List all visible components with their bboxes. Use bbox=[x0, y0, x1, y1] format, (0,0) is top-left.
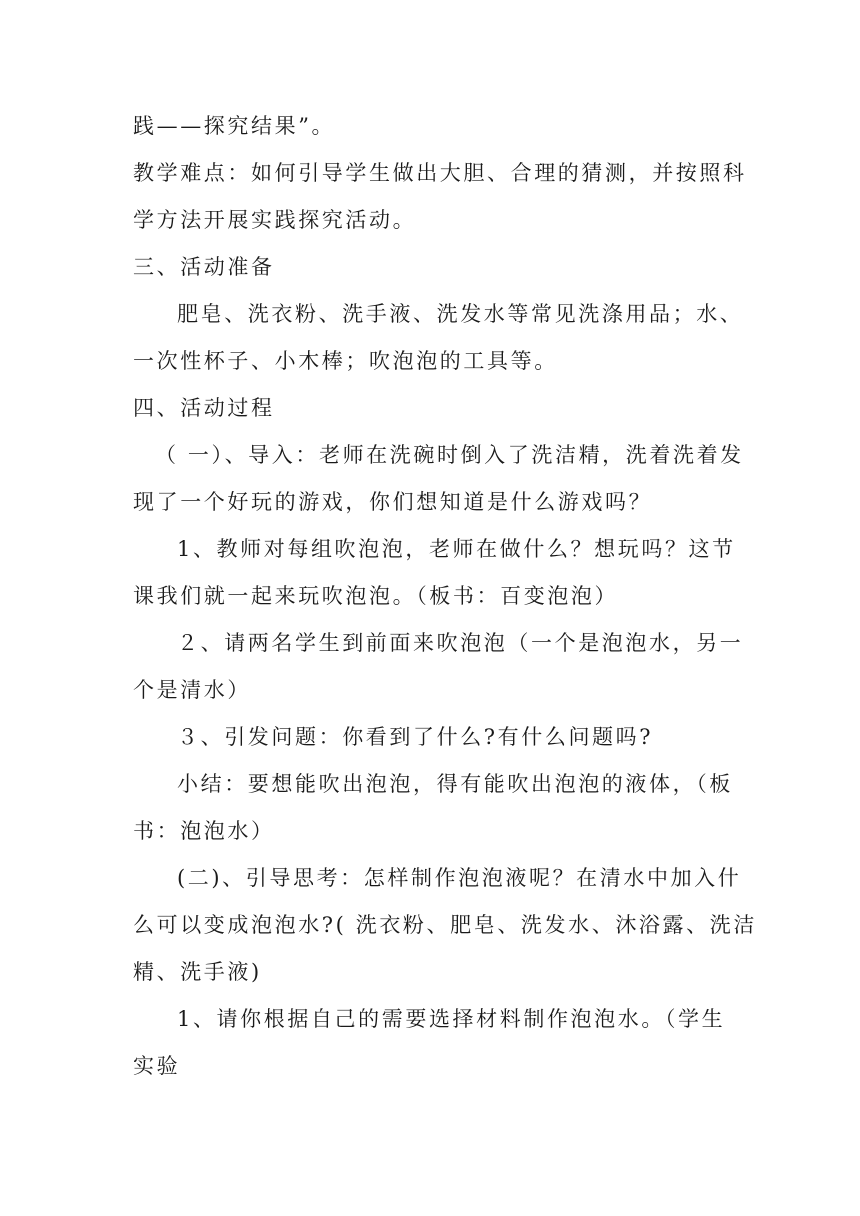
text-line: 小结：要想能吹出泡泡，得有能吹出泡泡的液体，（板 bbox=[177, 772, 733, 796]
text-line: 精、洗手液) bbox=[133, 960, 262, 984]
text-line: 践——探究结果”。 bbox=[133, 114, 336, 138]
text-line: 个是清水） bbox=[133, 678, 251, 702]
section-heading: 四、活动过程 bbox=[133, 396, 275, 420]
text-line: 么可以变成泡泡水?( 洗衣粉、肥皂、洗发水、沐浴露、洗洁 bbox=[133, 913, 757, 937]
text-line: 课我们就一起来玩吹泡泡。（板书：百变泡泡） bbox=[133, 584, 619, 608]
text-line: 肥皂、洗衣粉、洗手液、洗发水等常见洗涤用品；水、 bbox=[177, 302, 744, 326]
text-line: 教学难点：如何引导学生做出大胆、合理的猜测，并按照科 bbox=[133, 161, 747, 185]
text-line: 书：泡泡水） bbox=[133, 819, 275, 843]
text-line: (二)、引导思考：怎样制作泡泡液呢？在清水中加入什 bbox=[177, 866, 742, 890]
text-line: 现了一个好玩的游戏，你们想知道是什么游戏吗？ bbox=[133, 490, 653, 514]
text-line: 一次性杯子、小木棒；吹泡泡的工具等。 bbox=[133, 349, 558, 373]
text-line: 实验 bbox=[133, 1054, 181, 1078]
text-line: 学方法开展实践探究活动。 bbox=[133, 208, 417, 232]
text-line: （ 一）、导入：老师在洗碗时倒入了洗洁精，洗着洗着发 bbox=[155, 443, 744, 467]
text-line: 1、请你根据自己的需要选择材料制作泡泡水。（学生 bbox=[177, 1007, 726, 1031]
text-line: ２、请两名学生到前面来吹泡泡（一个是泡泡水，另一 bbox=[177, 631, 744, 655]
text-line: ３、引发问题：你看到了什么?有什么问题吗? bbox=[177, 725, 654, 749]
section-heading: 三、活动准备 bbox=[133, 255, 275, 279]
text-line: 1、教师对每组吹泡泡，老师在做什么？想玩吗？这节 bbox=[177, 537, 736, 561]
